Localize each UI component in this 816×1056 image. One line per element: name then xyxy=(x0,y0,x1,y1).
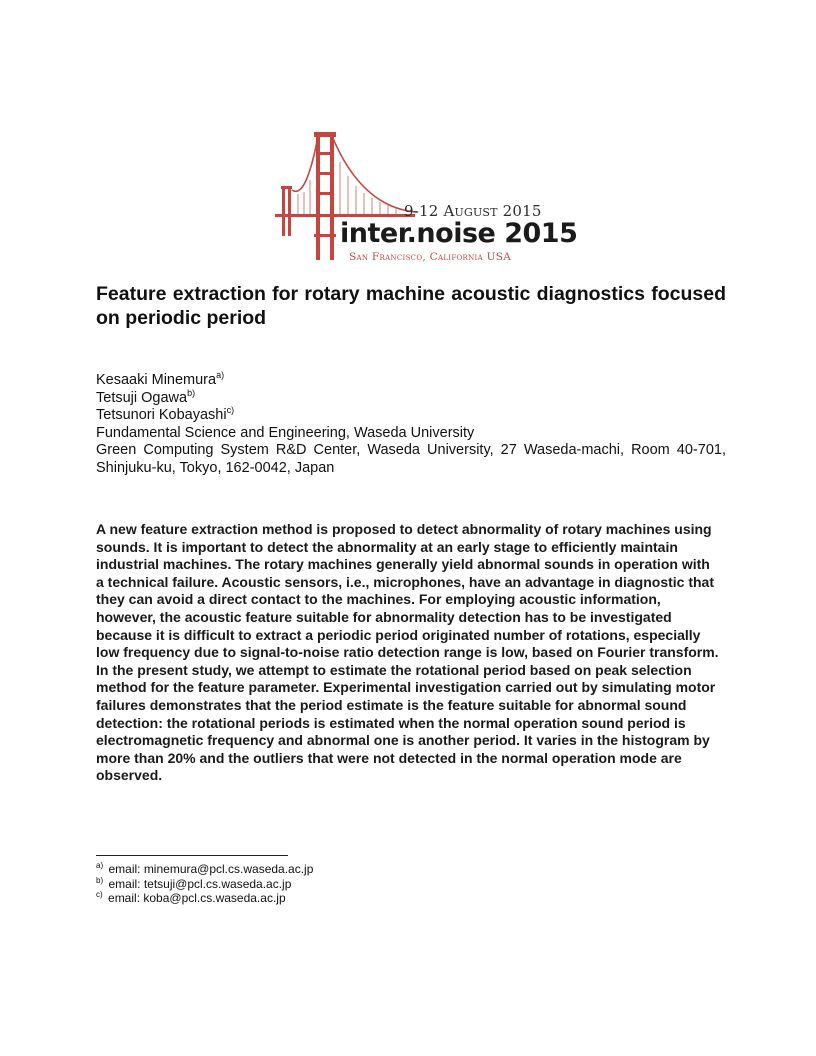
footnote-text: email: tetsuji@pcl.cs.waseda.ac.jp xyxy=(108,876,292,891)
affiliation: Fundamental Science and Engineering, Waseda University xyxy=(96,424,475,441)
author-name: Kesaaki Minemura xyxy=(96,372,217,388)
author-mark: c) xyxy=(226,405,235,415)
footnote-text: email: koba@pcl.cs.waseda.ac.jp xyxy=(108,891,286,905)
footnote xyxy=(96,862,313,877)
footnote-mark: b) xyxy=(96,875,104,885)
footnote-rule xyxy=(96,855,288,856)
paper-title: Feature extraction for rotary machine acoustic diagnostics focused on periodic period xyxy=(96,283,726,329)
author-block xyxy=(96,372,726,477)
footnote xyxy=(96,891,313,906)
golden-gate-bridge-icon xyxy=(272,130,548,270)
footnote xyxy=(96,877,313,892)
abstract: A new feature extraction method is proposed to detect abnormality of rotary machines using sounds. It is important to detect the abnormality at an early stage to efficiently maintain industrial machines. The rotary machines generally yield abnormal sounds in operation with a technical failure. Acoustic sensors, i.e., microphones, have an advantage in diagnostic that they can avoid a direct contact to the machines. For employing acoustic information, however, the acoustic feature suitable for abnormality detection has to be investigated because it is difficult to extract a periodic period originated number of rotations, especially low frequency due to signal-to-noise ratio detection range is low, based on Fourier transform. In the present study, we attempt to estimate the rotational period based on peak selection method for the feature parameter. Experimental investigation carried out by simulating motor failures demonstrates that the period estimate is the feature suitable for abnormal sound detection: the rotational periods is estimated when the normal operation sound period is electromagnetic frequency and abnormal one is another period. It varies in the histogram by more than 20% and the outliers that were not detected in the normal operation mode are observed. xyxy=(96,521,719,784)
affiliation: Green Computing System R&D Center, Waseda University, 27 Waseda-machi, Room 40-701, Shinjuku-ku, Tokyo, 162-0042, Japan xyxy=(96,442,726,476)
footnotes xyxy=(96,862,313,906)
author-name: Tetsuji Ogawa xyxy=(96,389,188,406)
author-mark: b) xyxy=(187,387,196,398)
footnote-mark: c) xyxy=(96,890,103,899)
conference-location: San Francisco, California USA xyxy=(349,251,512,263)
conference-brand: inter.noise 2015 xyxy=(340,218,578,249)
author-mark: a) xyxy=(216,370,225,380)
author-name: Tetsunori Kobayashi xyxy=(96,407,227,423)
author-line xyxy=(96,387,726,408)
footnote-mark: a) xyxy=(96,861,104,870)
conference-logo xyxy=(272,130,578,270)
conference-date: 9-12 August 2015 xyxy=(404,202,542,220)
footnote-text: email: minemura@pcl.cs.waseda.ac.jp xyxy=(108,862,314,876)
author-line xyxy=(96,407,726,425)
